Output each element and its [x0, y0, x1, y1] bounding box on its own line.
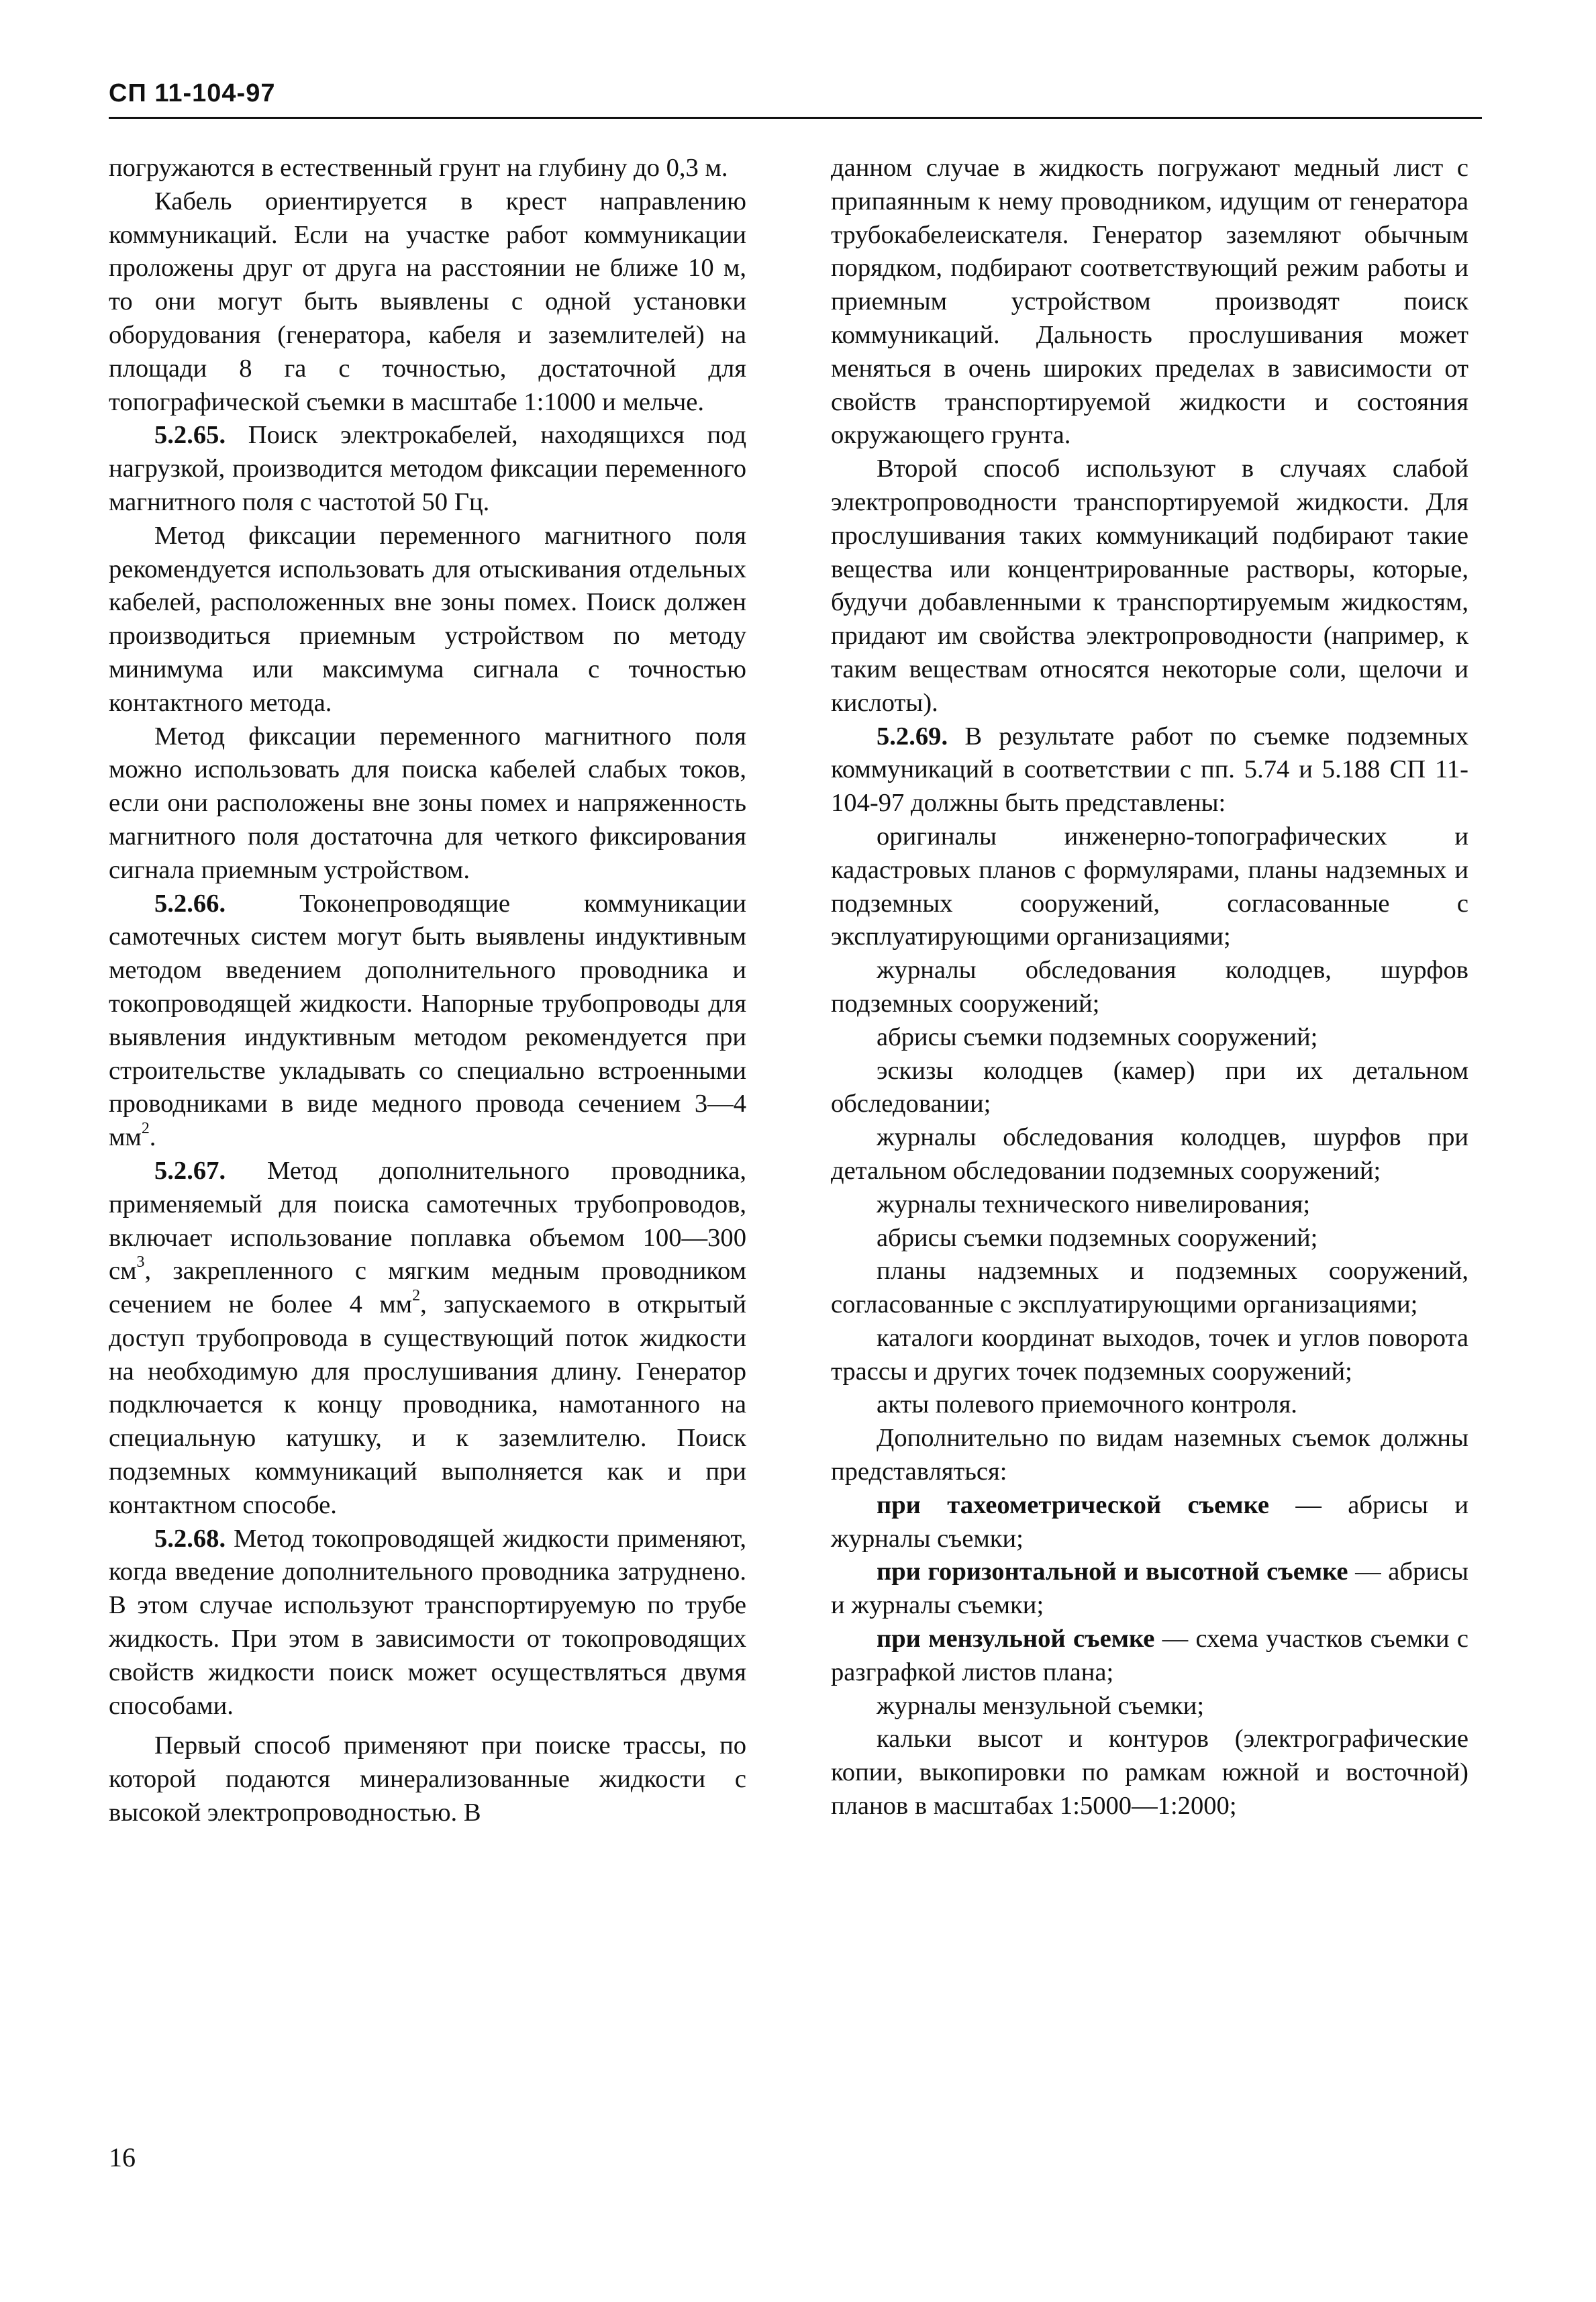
- clause-text: Метод токопроводящей жидкости применяют, когда введение дополнительного проводника затруднено. В этом случае используют транспортируемую по трубе жидкость. При этом в зависимости от токопроводящих свойств жидкости поиск может осуществляться двумя способами.: [109, 1524, 746, 1720]
- list-item-text: — схема участков съемки с разграфкой листов плана;: [831, 1625, 1468, 1686]
- list-item: журналы обследования колодцев, шурфов подземных сооружений;: [831, 956, 1468, 1018]
- clause-5-2-68: [109, 1523, 746, 1723]
- paragraph: погружаются в естественный грунт на глубину до 0,3 м.: [109, 154, 728, 182]
- clause-text: , закрепленного с мягким медным проводником сечением не более 4 мм: [109, 1257, 746, 1319]
- paragraph: Дополнительно по видам наземных съемок должны представляться:: [831, 1424, 1468, 1486]
- list-item: эскизы колодцев (камер) при их детальном обследовании;: [831, 1056, 1468, 1118]
- list-item: [831, 1555, 1468, 1623]
- list-item: журналы технического нивелирования;: [877, 1190, 1311, 1218]
- list-item: кальки высот и контуров (электрографические копии, выкопировки по рамкам южной и восточной) планов в масштабах 1:5000—1:2000;: [831, 1725, 1468, 1821]
- header-rule: [109, 117, 1482, 119]
- document-code: СП 11-104-97: [109, 79, 276, 107]
- list-item: [831, 1489, 1468, 1556]
- clause-text: Поиск электрокабелей, находящихся под нагрузкой, производится методом фиксации переменного магнитного поля с частотой 50 Гц.: [109, 421, 746, 516]
- clause-text: Метод дополнительного проводника, применяемый для поиска самотечных трубопроводов, включает использование поплавка объемом 100—300 см: [109, 1156, 746, 1286]
- survey-type: при тахеометрической съемке: [877, 1490, 1269, 1519]
- clause-number: 5.2.69.: [877, 722, 948, 751]
- list-item: планы надземных и подземных сооружений, согласованные с эксплуатирующими организациями;: [831, 1257, 1468, 1319]
- list-item: оригиналы инженерно-топографических и кадастровых планов с формулярами, планы надземных и подземных сооружений, согласованные с эксплуатирующими организациями;: [831, 822, 1468, 951]
- running-header: [109, 79, 1482, 108]
- paragraph: Метод фиксации переменного магнитного поля можно использовать для поиска кабелей слабых токов, если они расположены вне зоны помех и напряженность магнитного поля достаточна для четкого фиксирования сигнала приемным устройством.: [109, 722, 746, 884]
- list-item: [831, 1623, 1468, 1690]
- survey-type: при мензульной съемке: [877, 1625, 1155, 1653]
- paragraph: Кабель ориентируется в крест направлению коммуникаций. Если на участке работ коммуникации проложены друг от друга на расстоянии не ближе 10 м, то они могут быть выявлены с одной установки оборудования (генератора, кабеля и заземлителей) на площади 8 га с точностью, достаточной для топографической съемки в масштабе 1:1000 и мельче.: [109, 187, 746, 416]
- list-item: акты полевого приемочного контроля.: [877, 1390, 1297, 1419]
- clause-5-2-69: [831, 720, 1468, 820]
- paragraph: Метод фиксации переменного магнитного поля рекомендуется использовать для отыскивания отдельных кабелей, расположенных вне зоны помех. Поиск должен производиться приемным устройством по методу минимума или максимума сигнала с точностью контактного метода.: [109, 521, 746, 717]
- clause-5-2-66: [109, 888, 746, 1155]
- superscript: 3: [136, 1253, 145, 1272]
- list-item: абрисы съемки подземных сооружений;: [877, 1223, 1318, 1252]
- clause-number: 5.2.65.: [154, 421, 226, 450]
- superscript: 2: [412, 1287, 421, 1305]
- list-item: журналы обследования колодцев, шурфов при детальном обследовании подземных сооружений;: [831, 1123, 1468, 1185]
- list-item: каталоги координат выходов, точек и углов поворота трассы и других точек подземных сооружений;: [831, 1323, 1468, 1386]
- list-item: абрисы съемки подземных сооружений;: [877, 1022, 1318, 1051]
- list-item-text: — абрисы и журналы съемки;: [831, 1557, 1468, 1620]
- survey-type: при горизонтальной и высотной съемке: [877, 1557, 1348, 1586]
- clause-5-2-65: [109, 419, 746, 519]
- superscript: 2: [141, 1120, 150, 1138]
- right-column: [831, 152, 1468, 1823]
- clause-number: 5.2.67.: [154, 1156, 226, 1185]
- paragraph: Второй способ используют в случаях слабой электропроводности транспортируемой жидкости. Для прослушивания таких коммуникаций подбирают такие вещества или концентрированные растворы, которые, будучи добавленными к транспортируемым жидкостям, придают им свойства электропроводности (например, к таким веществам относятся некоторые соли, щелочи и кислоты).: [831, 454, 1468, 717]
- list-item-text: — абрисы и журналы съемки;: [831, 1490, 1468, 1553]
- paragraph: Первый способ применяют при поиске трассы, по которой подаются минерализованные жидкости с высокой электропроводностью. В: [109, 1731, 746, 1827]
- clause-text: , запускаемого в открытый доступ трубопровода в существующий поток жидкости на необходимую для прослушивания длину. Генератор подключается к концу проводника, намотанного на специальную катушку, и к заземлителю. Поиск подземных коммуникаций выполняется как и при контактном способе.: [109, 1290, 746, 1519]
- page-number: 16: [109, 2142, 136, 2172]
- list-item: журналы мензульной съемки;: [877, 1691, 1205, 1720]
- clause-text: В результате работ по съемке подземных коммуникаций в соответствии с пп. 5.74 и 5.188 СП 11-104-97 должны быть представлены:: [831, 722, 1468, 818]
- clause-5-2-67: [109, 1155, 746, 1523]
- paragraph: данном случае в жидкость погружают медный лист с припаянным к нему проводником, идущим от генератора трубокабелеискателя. Генератор заземляют обычным порядком, подбирают соответствующий режим работы и приемным устройством производят поиск коммуникаций. Дальность прослушивания может меняться в очень широких пределах в зависимости от свойств транспортируемой жидкости и состояния окружающего грунта.: [831, 154, 1468, 450]
- clause-number: 5.2.68.: [154, 1524, 226, 1553]
- clause-text-end: .: [149, 1123, 156, 1152]
- clause-number: 5.2.66.: [154, 889, 226, 918]
- left-column: [109, 152, 746, 1830]
- clause-text: Токонепроводящие коммуникации самотечных систем могут быть выявлены индуктивным методом введением дополнительного проводника и токопроводящей жидкости. Напорные трубопроводы для выявления индуктивным методом рекомендуется при строительстве укладывать со специально встроенными проводниками в виде медного провода сечением 3—4 мм: [109, 889, 746, 1152]
